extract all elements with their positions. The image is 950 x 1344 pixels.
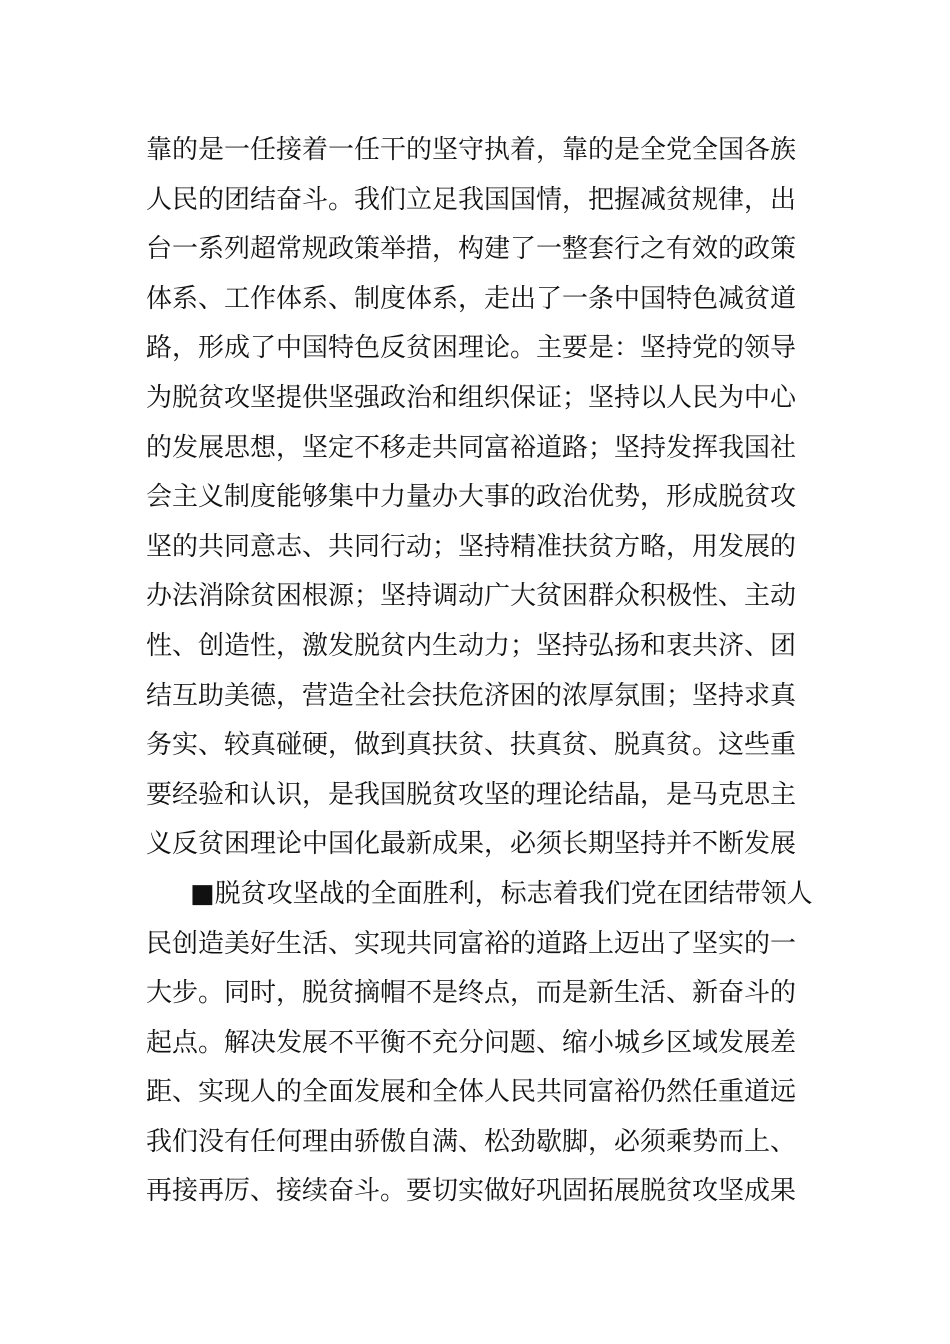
text-line: 性、创造性，激发脱贫内生动力；坚持弘扬和衷共济、团 bbox=[146, 630, 797, 661]
text-line: 起点。解决发展不平衡不充分问题、缩小城乡区域发展差 bbox=[146, 1027, 797, 1058]
text-line: 结互助美德，营造全社会扶危济困的浓厚氛围；坚持求真 bbox=[146, 680, 797, 711]
text-line: 体系、工作体系、制度体系，走出了一条中国特色减贫道 bbox=[146, 283, 797, 314]
paragraph-2 bbox=[146, 870, 811, 1217]
text-line: 我们没有任何理由骄傲自满、松劲歇脚，必须乘势而上、 bbox=[146, 1126, 797, 1157]
text-line: 的发展思想，坚定不移走共同富裕道路；坚持发挥我国社 bbox=[146, 432, 797, 463]
text-line: 再接再厉、接续奋斗。要切实做好巩固拓展脱贫攻坚成果 bbox=[146, 1176, 797, 1207]
text-line: 会主义制度能够集中力量办大事的政治优势，形成脱贫攻 bbox=[146, 482, 797, 513]
text-line: 台一系列超常规政策举措，构建了一整套行之有效的政策 bbox=[146, 234, 797, 265]
text-line: 为脱贫攻坚提供坚强政治和组织保证；坚持以人民为中心 bbox=[146, 382, 797, 413]
text-line: 要经验和认识，是我国脱贫攻坚的理论结晶，是马克思主 bbox=[146, 779, 797, 810]
text-line: 人民的团结奋斗。我们立足我国国情，把握减贫规律，出 bbox=[146, 184, 797, 215]
text-line: 办法消除贫困根源；坚持调动广大贫困群众积极性、主动 bbox=[146, 581, 797, 612]
text-line: 大步。同时，脱贫摘帽不是终点，而是新生活、新奋斗的 bbox=[146, 978, 797, 1009]
text-line: 坚的共同意志、共同行动；坚持精准扶贫方略，用发展的 bbox=[146, 531, 797, 562]
text-line: 路，形成了中国特色反贫困理论。主要是：坚持党的领导 bbox=[146, 333, 797, 364]
text-line: 民创造美好生活、实现共同富裕的道路上迈出了坚实的一 bbox=[146, 928, 797, 959]
text-line: 靠的是一任接着一任干的坚守执着，靠的是全党全国各族 bbox=[146, 135, 797, 165]
text-line: 义反贫困理论中国化最新成果，必须长期坚持并不断发展 bbox=[146, 829, 797, 860]
body-text bbox=[146, 126, 811, 1217]
paragraph-1 bbox=[146, 126, 811, 870]
text-line: 距、实现人的全面发展和全体人民共同富裕仍然任重道远 bbox=[146, 1077, 797, 1108]
text-line: ■脱贫攻坚战的全面胜利，标志着我们党在团结带领人 bbox=[190, 878, 813, 909]
text-line: 务实、较真碰硬，做到真扶贫、扶真贫、脱真贫。这些重 bbox=[146, 730, 797, 761]
